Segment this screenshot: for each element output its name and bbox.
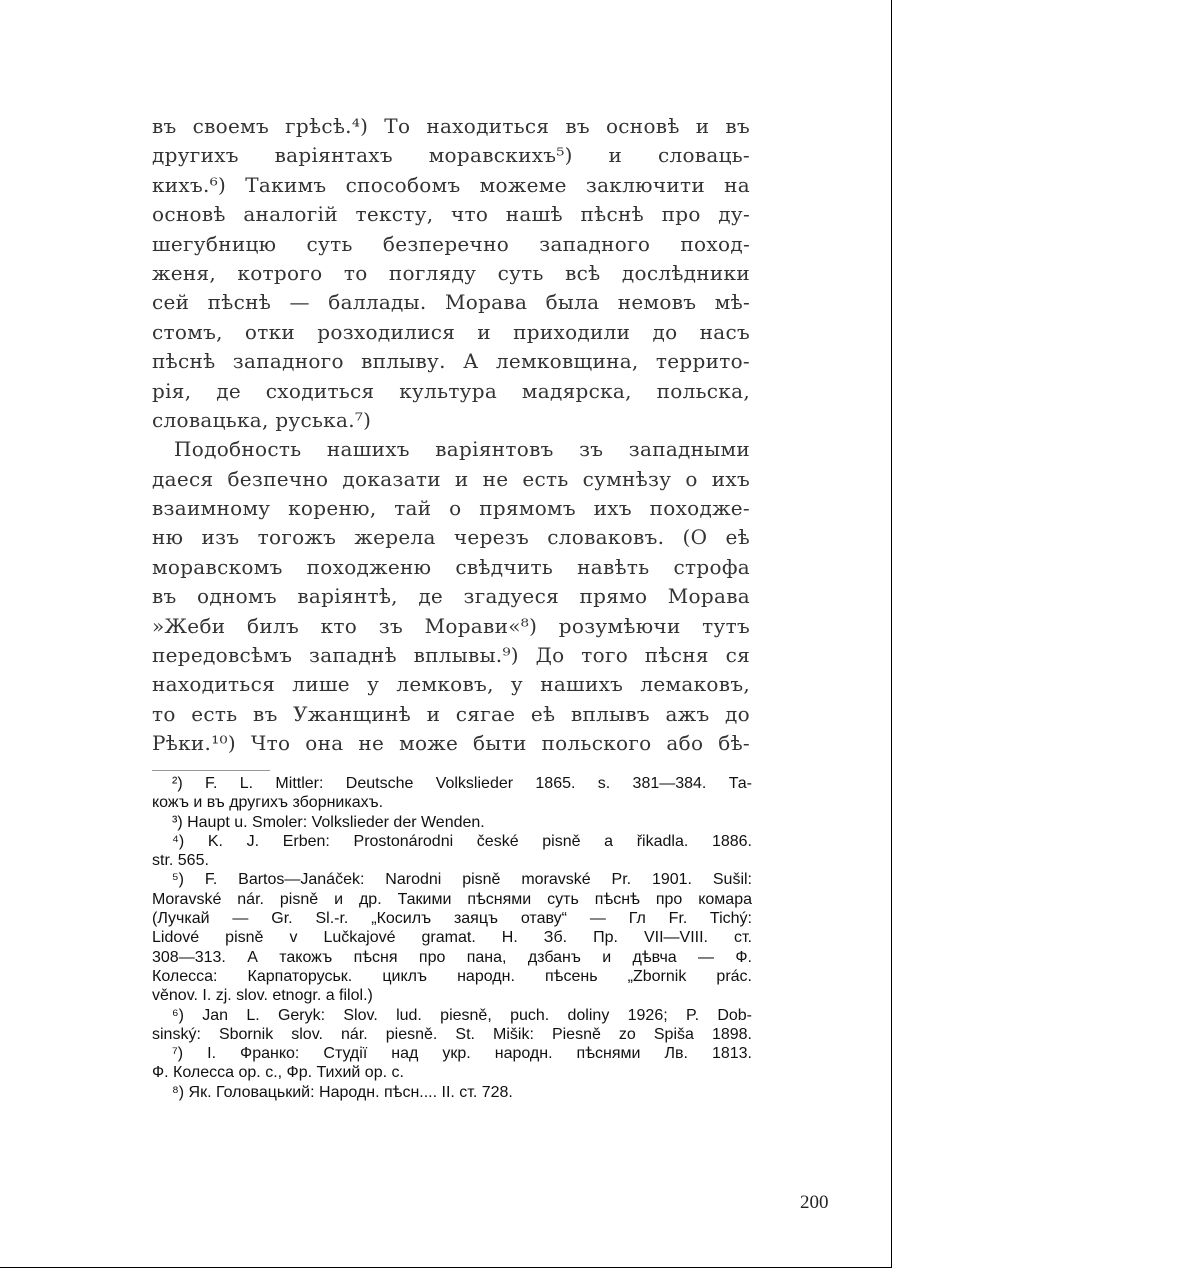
body-line: въ одномъ варіянтѣ, де згадуеся прямо Морава	[152, 584, 750, 609]
body-line: Подобность нашихъ варіянтовъ зъ западными	[174, 437, 750, 462]
footnote-line: Lidové pisně v Lučkajové gramat. H. Зб. Пр. VII—VIII. ст.	[152, 929, 752, 947]
body-line: моравскомъ походженю свѣдчить навѣть строфа	[152, 554, 750, 579]
body-line: рія, де сходиться культура мадярска, польска,	[152, 378, 750, 403]
body-line: взаимному кореню, тай о прямомъ ихъ походже-	[152, 496, 750, 521]
body-line: женя, котрого то погляду суть всѣ дослѣдники	[152, 260, 750, 285]
body-line: передовсѣмъ западнѣ вплывы.⁹) До того пѣсня ся	[152, 643, 750, 668]
footnote-divider	[152, 770, 270, 771]
body-line: находиться лише у лемковъ, у нашихъ лемаковъ,	[152, 672, 750, 697]
body-line: даеся безпечно доказати и не есть сумнѣзу о ихъ	[152, 466, 750, 491]
footnote-line: ⁶) Jan L. Geryk: Slov. lud. piesně, puch. doliny 1926; P. Dob-	[172, 1006, 752, 1024]
body-line: Рѣки.¹⁰) Что она не може быти польского або бѣ-	[152, 731, 750, 756]
body-line: сей пѣснѣ — баллады. Морава была немовъ мѣ-	[152, 290, 750, 315]
footnote-line: Moravské nár. pisně и др. Такими пѣснями суть пѣснѣ про комара	[152, 890, 752, 908]
footnotes	[152, 774, 752, 1102]
footnote-line: Ф. Колесса ор. с., Фр. Тихий ор. с.	[152, 1064, 404, 1082]
body-line: шегубницю суть безперечно западного поход-	[152, 231, 750, 256]
footnote-line: sinský: Sbornik slov. nár. piesně. St. Mišik: Piesně zo Spiša 1898.	[152, 1025, 752, 1043]
footnote-line: ⁸) Як. Головацький: Народн. пѣсн.... II. ст. 728.	[172, 1083, 513, 1101]
body-line: другихъ варіянтахъ моравскихъ⁵) и словаць-	[152, 143, 750, 168]
footnote-line: Колесса: Карпаторуськ. циклъ народн. пѣсень „Zbornik prác.	[152, 967, 752, 985]
body-line: словацька, руська.⁷)	[152, 407, 372, 432]
footnote-line: кожъ и въ другихъ зборникахъ.	[152, 794, 384, 812]
page-number: 200	[800, 1192, 829, 1213]
footnote-line: ²) F. L. Mittler: Deutsche Volkslieder 1865. s. 381—384. Та-	[172, 775, 752, 792]
footnote-line: ⁵) F. Bartos—Janáček: Narodni pisně moravské Pr. 1901. Sušil:	[172, 871, 752, 889]
footnote-line: 308—313. А такожъ пѣсня про пана, дзбанъ и дѣвча — Ф.	[152, 948, 752, 966]
body-line: то есть въ Ужанщинѣ и сягае еѣ вплывъ ажъ до	[152, 701, 750, 726]
body-line: ню изъ тогожъ жерела черезъ словаковъ. (О eѣ	[152, 525, 750, 550]
body-line: основѣ аналогій тексту, что нашѣ пѣснѣ про ду-	[152, 202, 750, 227]
body-line: стомъ, отки розходилися и приходили до насъ	[152, 319, 750, 344]
footnote-line: ³) Haupt u. Smoler: Volkslieder der Wenden.	[172, 813, 485, 831]
footnote-line: ⁴) K. J. Erben: Prostonárodni české pisně a řikadla. 1886.	[172, 832, 752, 850]
body-line: пѣснѣ западного вплыву. А лемковщина, террито-	[152, 349, 750, 374]
body-line: »Жеби билъ кто зъ Морави«⁸) розумѣючи тутъ	[152, 613, 750, 638]
footnote-line: str. 565.	[152, 852, 209, 870]
body-line: кихъ.⁶) Такимъ способомъ можеме заключити на	[152, 172, 750, 197]
body-line: въ своемъ грѣсѣ.⁴) То находиться въ основѣ и въ	[152, 114, 750, 138]
footnote-line: (Лучкай — Gr. Sl.-r. „Косилъ заяцъ отаву“ — Гл Fr. Tichý:	[152, 910, 752, 928]
footnote-line: věnov. I. zj. slov. etnogr. a filol.)	[152, 987, 373, 1005]
footnote-line: ⁷) I. Франко: Студії над укр. народн. пѣснями Лв. 1813.	[172, 1045, 752, 1063]
body-text	[152, 112, 750, 759]
